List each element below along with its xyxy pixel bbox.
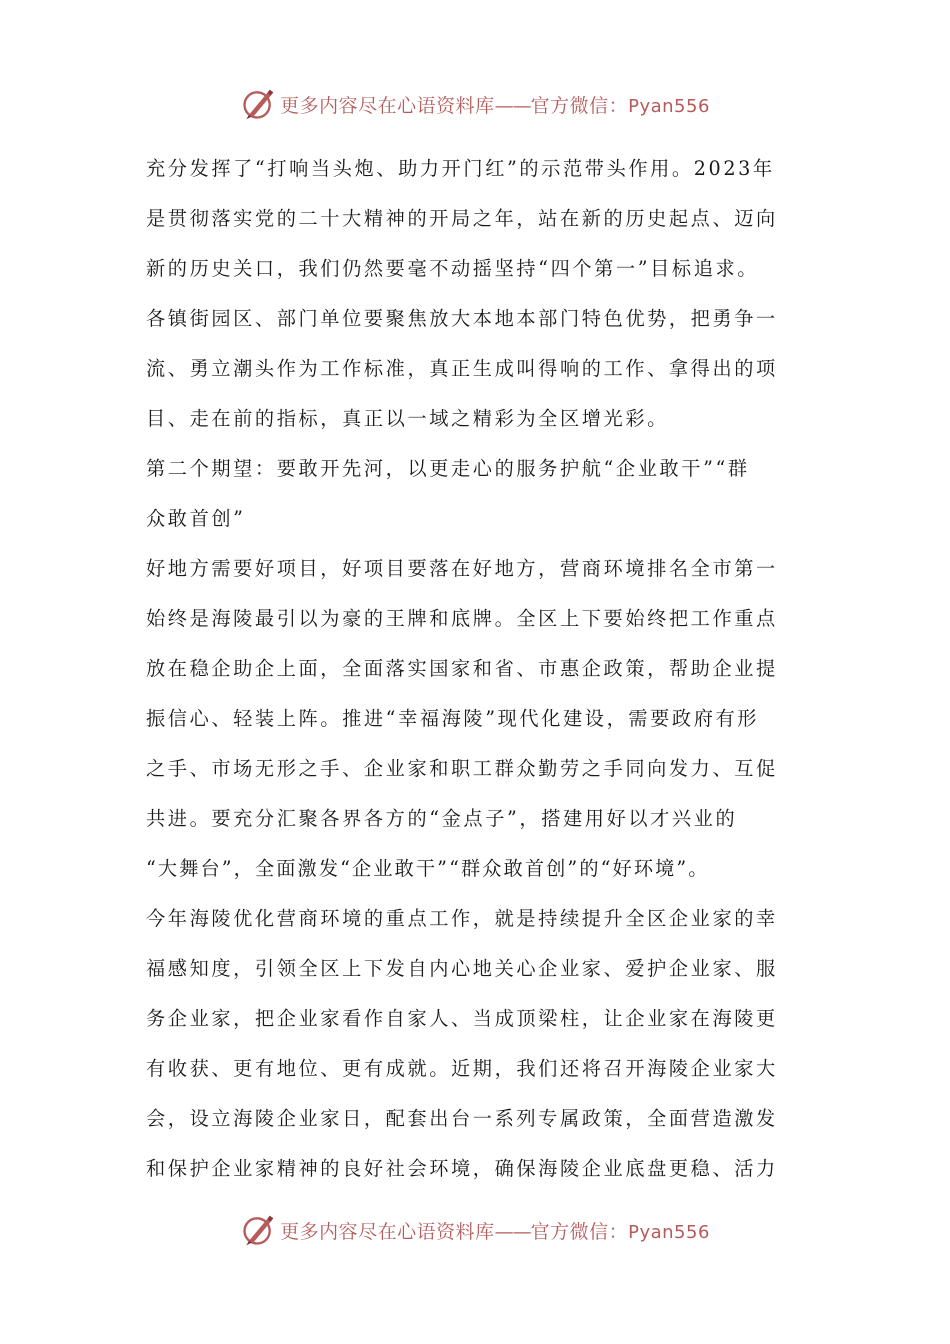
footer-banner-text: 更多内容尽在心语资料库——官方微信：Pyan556 <box>280 1220 710 1243</box>
body-line: 今年海陵优化营商环境的重点工作，就是持续提升全区企业家的幸 <box>146 907 778 930</box>
header-banner-text: 更多内容尽在心语资料库——官方微信：Pyan556 <box>280 94 710 117</box>
body-line: 会，设立海陵企业家日，配套出台一系列专属政策，全面营造激发 <box>146 1107 778 1130</box>
body-line: 新的历史关口，我们仍然要毫不动摇坚持“四个第一”目标追求。 <box>146 257 760 280</box>
body-line: 有收获、更有地位、更有成就。近期，我们还将召开海陵企业家大 <box>146 1057 778 1080</box>
body-line: 振信心、轻装上阵。推进“幸福海陵”现代化建设，需要政府有形 <box>146 707 760 730</box>
pen-logo-icon <box>240 86 276 122</box>
section-heading-line: 第二个期望：要敢开先河，以更走心的服务护航“企业敢干”“群 <box>146 457 750 480</box>
body-line: 放在稳企助企上面，全面落实国家和省、市惠企政策，帮助企业提 <box>146 657 778 680</box>
body-line: 福感知度，引领全区上下发自内心地关心企业家、爱护企业家、服 <box>146 957 778 980</box>
header-watermark-banner <box>0 82 950 126</box>
body-line: 目、走在前的指标，真正以一域之精彩为全区增光彩。 <box>146 407 669 430</box>
body-line: 充分发挥了“打响当头炮、助力开门红”的示范带头作用。2023年 <box>146 157 775 180</box>
body-line: 好地方需要好项目，好项目要落在好地方，营商环境排名全市第一 <box>146 557 778 580</box>
section-heading-line: 众敢首创” <box>146 507 246 530</box>
body-line: 流、勇立潮头作为工作标准，真正生成叫得响的工作、拿得出的项 <box>146 357 778 380</box>
pen-logo-icon <box>240 1212 276 1248</box>
footer-watermark-banner <box>0 1208 950 1252</box>
body-line: “大舞台”，全面激发“企业敢干”“群众敢首创”的“好环境”。 <box>146 857 710 880</box>
body-line: 始终是海陵最引以为豪的王牌和底牌。全区上下要始终把工作重点 <box>146 607 778 630</box>
body-line: 之手、市场无形之手、企业家和职工群众勤劳之手同向发力、互促 <box>146 757 778 780</box>
body-line: 是贯彻落实党的二十大精神的开局之年，站在新的历史起点、迈向 <box>146 207 778 230</box>
body-line: 共进。要充分汇聚各界各方的“金点子”，搭建用好以才兴业的 <box>146 807 738 830</box>
body-line: 各镇街园区、部门单位要聚焦放大本地本部门特色优势，把勇争一 <box>146 307 778 330</box>
body-line: 务企业家，把企业家看作自家人、当成顶梁柱，让企业家在海陵更 <box>146 1007 778 1030</box>
document-body <box>146 144 812 1194</box>
body-line: 和保护企业家精神的良好社会环境，确保海陵企业底盘更稳、活力 <box>146 1157 778 1180</box>
